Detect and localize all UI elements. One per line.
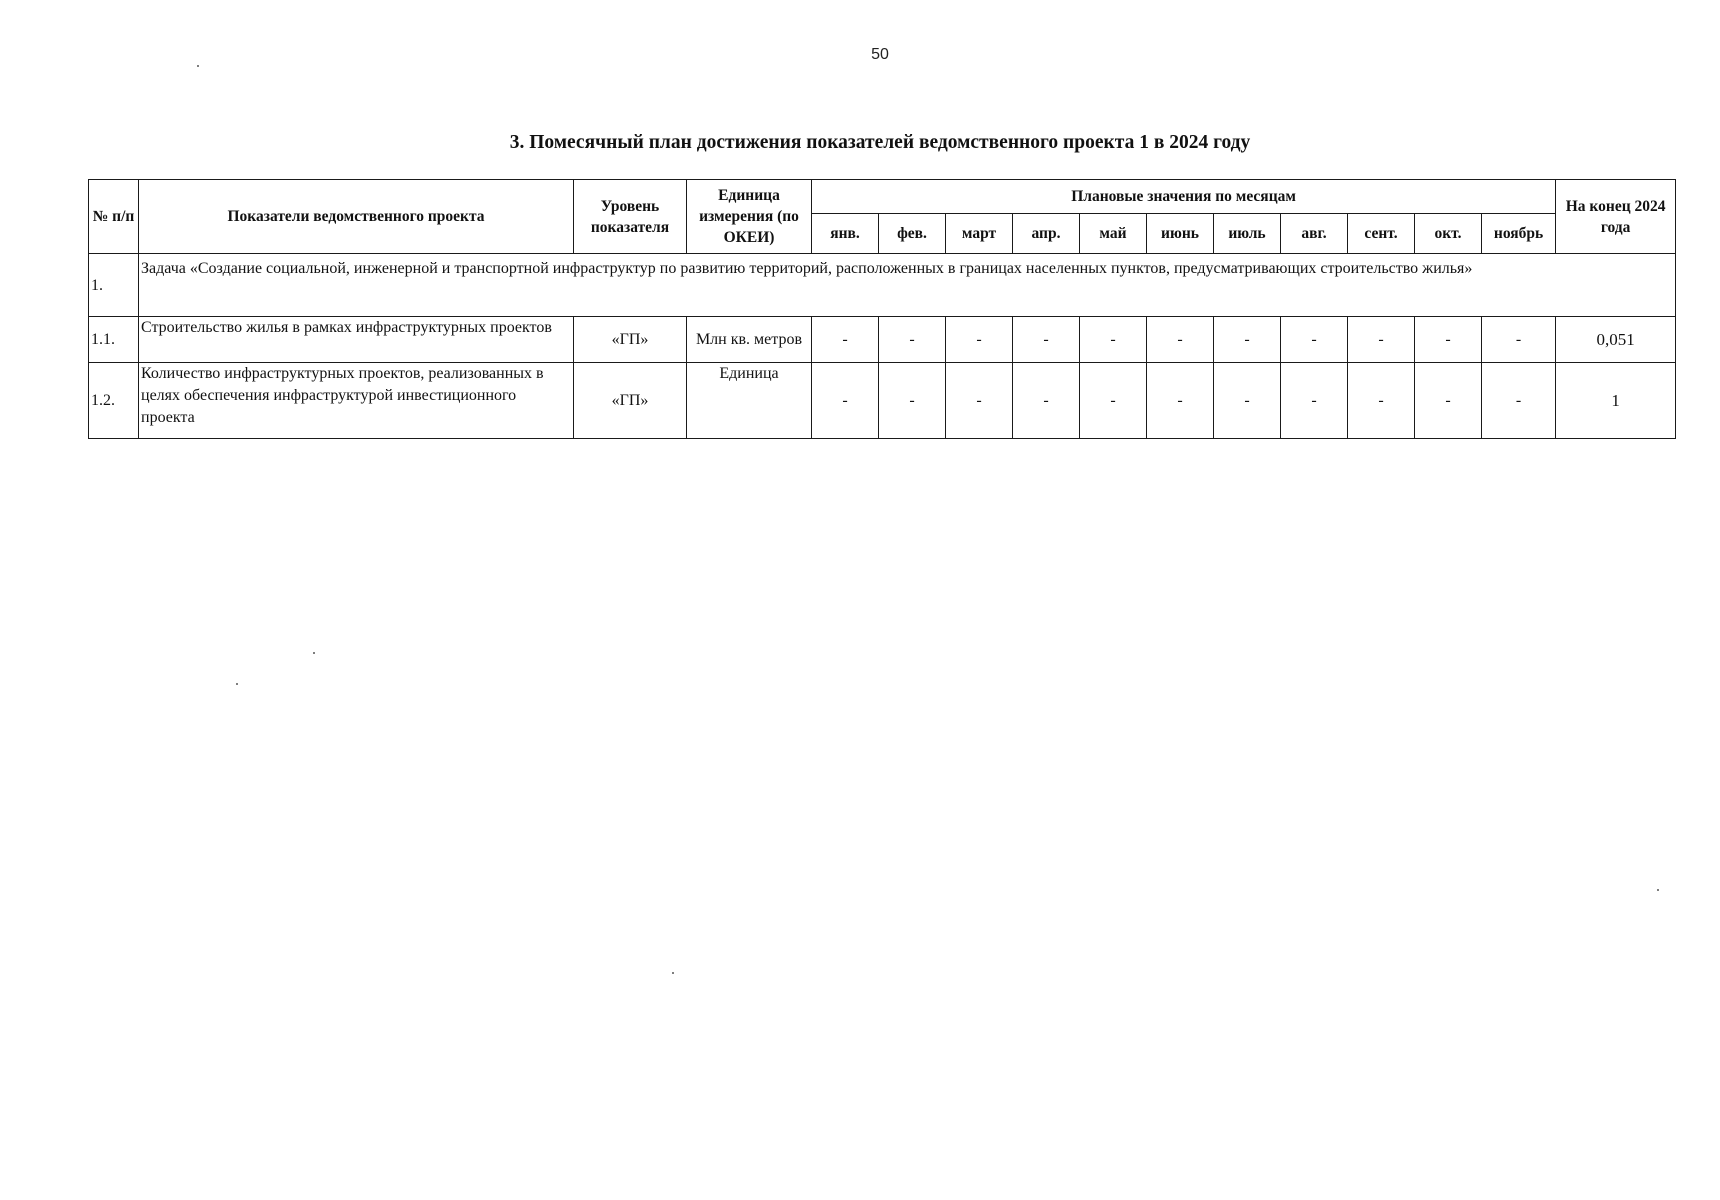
header-month: янв.	[812, 214, 879, 254]
month-value: -	[1348, 363, 1415, 439]
year-end-value: 1	[1556, 363, 1676, 439]
month-value: -	[946, 363, 1013, 439]
header-month: сент.	[1348, 214, 1415, 254]
table-header-row	[89, 180, 1676, 214]
month-value: -	[1348, 317, 1415, 363]
month-value: -	[1080, 363, 1147, 439]
header-unit: Единица измерения (по ОКЕИ)	[687, 180, 812, 254]
indicator-unit: Млн кв. метров	[687, 317, 812, 363]
month-value: -	[1281, 317, 1348, 363]
month-value: -	[1214, 317, 1281, 363]
month-value: -	[1482, 317, 1556, 363]
scan-speck	[197, 65, 199, 67]
page-title: 3. Помесячный план достижения показателей ведомственного проекта 1 в 2024 году	[509, 132, 1251, 153]
month-value: -	[1281, 363, 1348, 439]
task-row	[89, 254, 1676, 317]
header-year-end: На конец 2024 года	[1556, 180, 1676, 254]
month-value: -	[1013, 317, 1080, 363]
year-end-value: 0,051	[1556, 317, 1676, 363]
table-row	[89, 363, 1676, 439]
month-value: -	[1013, 363, 1080, 439]
indicator-unit: Единица	[687, 363, 812, 439]
header-month: июль	[1214, 214, 1281, 254]
indicators-plan-table	[88, 179, 1676, 439]
header-month: авг.	[1281, 214, 1348, 254]
month-value: -	[1147, 317, 1214, 363]
month-value: -	[812, 363, 879, 439]
indicator-name: Количество инфраструктурных проектов, реализованных в целях обеспечения инфраструктурой инвестиционного проекта	[139, 363, 574, 439]
header-month: ноябрь	[1482, 214, 1556, 254]
header-month: март	[946, 214, 1013, 254]
table-row	[89, 317, 1676, 363]
scan-speck	[1657, 889, 1659, 891]
row-number: 1.2.	[89, 363, 139, 439]
month-value: -	[812, 317, 879, 363]
header-indicator: Показатели ведомственного проекта	[139, 180, 574, 254]
month-value: -	[1080, 317, 1147, 363]
month-value: -	[1415, 363, 1482, 439]
task-description: Задача «Создание социальной, инженерной и транспортной инфраструктур по развитию территорий, расположенных в границах населенных пунктов, предусматривающих строительство жилья»	[139, 254, 1676, 317]
month-value: -	[879, 317, 946, 363]
month-value: -	[1415, 317, 1482, 363]
indicator-level: «ГП»	[574, 317, 687, 363]
indicator-name: Строительство жилья в рамках инфраструктурных проектов	[139, 317, 574, 363]
row-number: 1.	[89, 254, 139, 317]
page-number: 50	[871, 46, 889, 63]
scan-speck	[313, 652, 315, 654]
header-month: апр.	[1013, 214, 1080, 254]
month-value: -	[879, 363, 946, 439]
header-month: фев.	[879, 214, 946, 254]
month-value: -	[1214, 363, 1281, 439]
row-number: 1.1.	[89, 317, 139, 363]
month-value: -	[1147, 363, 1214, 439]
header-monthly-values: Плановые значения по месяцам	[812, 180, 1556, 214]
indicator-level: «ГП»	[574, 363, 687, 439]
month-value: -	[1482, 363, 1556, 439]
header-month: май	[1080, 214, 1147, 254]
month-value: -	[946, 317, 1013, 363]
scan-speck	[236, 683, 238, 685]
header-num: № п/п	[89, 180, 139, 254]
header-month: июнь	[1147, 214, 1214, 254]
header-level: Уровень показателя	[574, 180, 687, 254]
scan-speck	[672, 972, 674, 974]
header-month: окт.	[1415, 214, 1482, 254]
